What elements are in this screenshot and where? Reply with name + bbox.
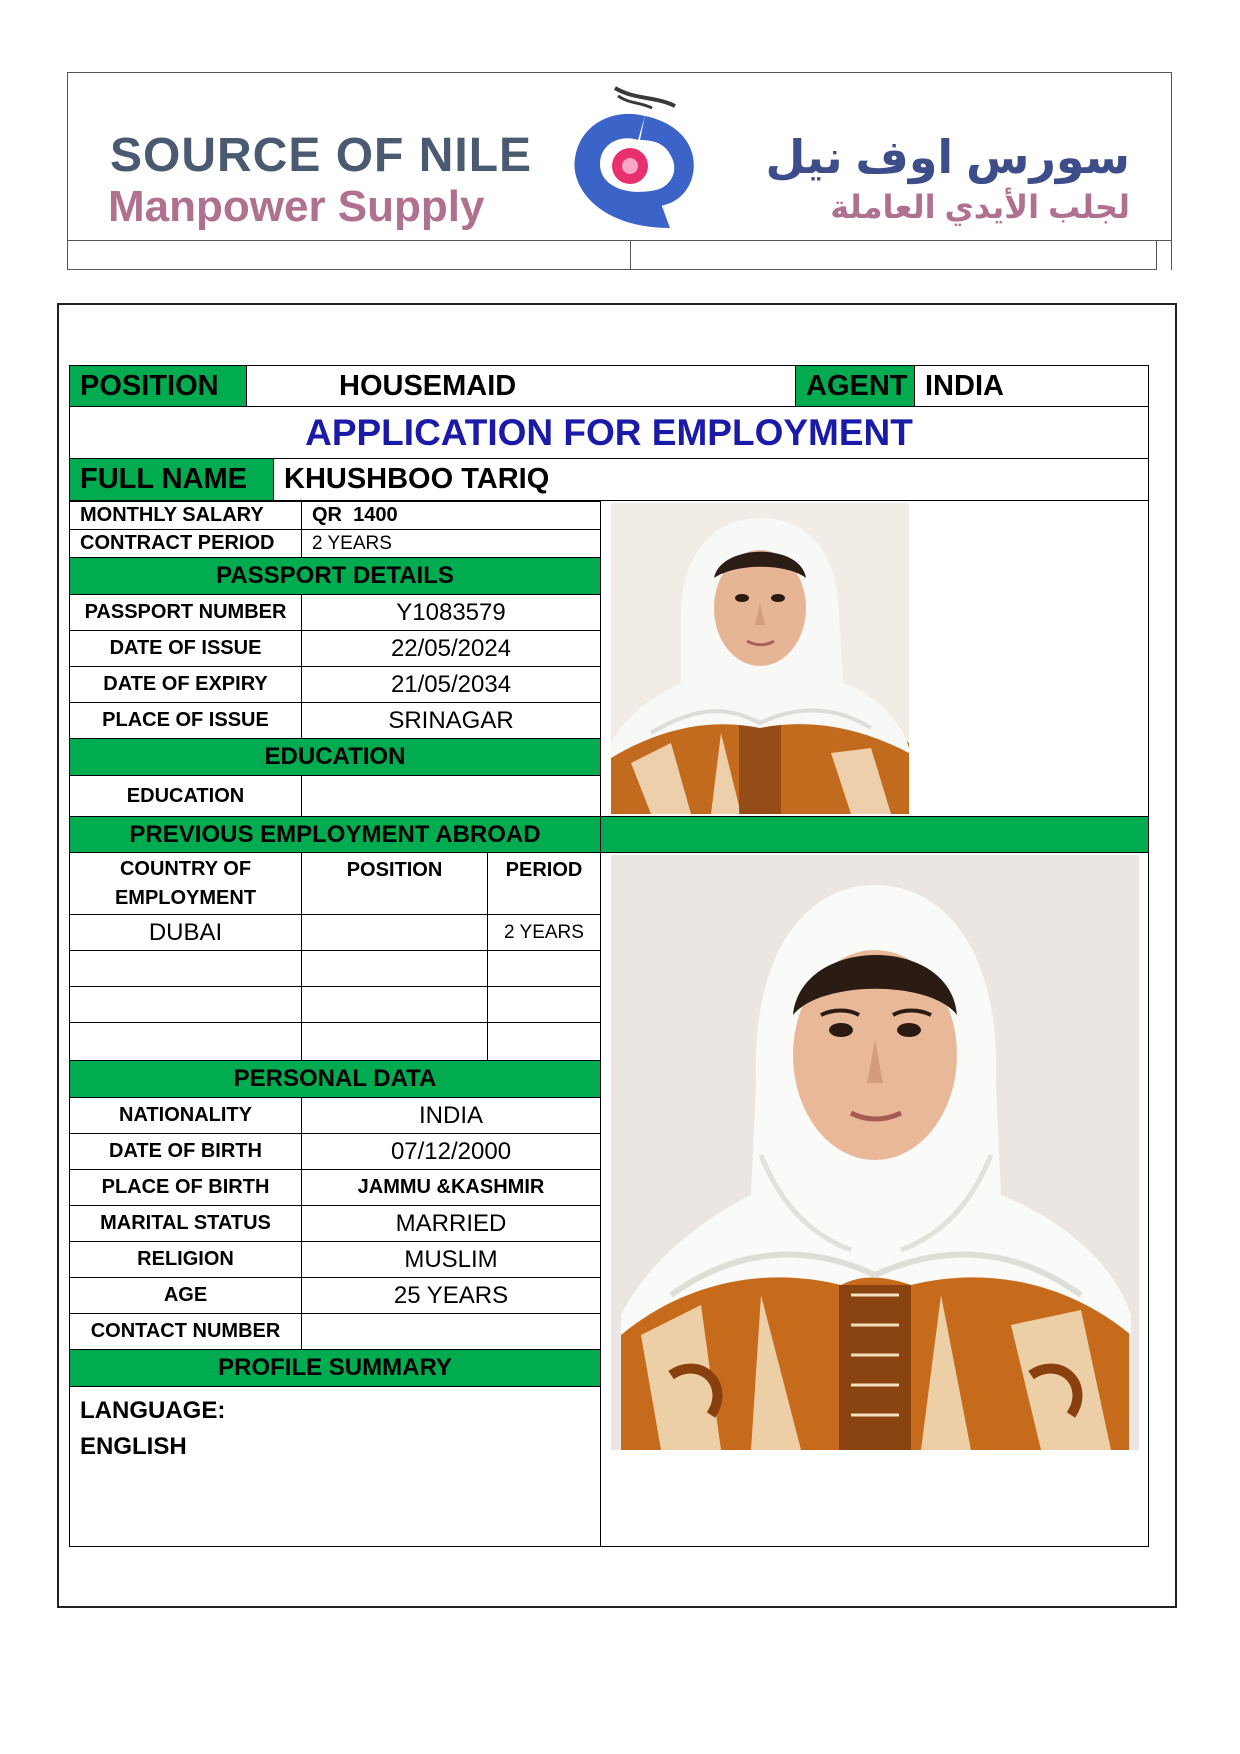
monthly-salary-value: QR 1400	[301, 501, 601, 530]
employment-col-country	[69, 852, 302, 915]
contact-number-label: CONTACT NUMBER	[69, 1313, 302, 1350]
employment-col-country-line1: COUNTRY OF	[119, 857, 252, 880]
language-value: ENGLISH	[80, 1433, 187, 1460]
full-name-label: FULL NAME	[69, 458, 274, 501]
letterhead-strip-divider	[630, 240, 631, 270]
marital-status-label: MARITAL STATUS	[69, 1205, 302, 1242]
education-value	[301, 775, 601, 817]
agent-value: INDIA	[914, 365, 1149, 407]
date-of-expiry-value: 21/05/2034	[301, 666, 601, 703]
employment-row-empty	[69, 986, 302, 1023]
nationality-label: NATIONALITY	[69, 1097, 302, 1134]
profile-summary-heading: PROFILE SUMMARY	[69, 1349, 601, 1387]
place-of-birth-label: PLACE OF BIRTH	[69, 1169, 302, 1206]
date-of-issue-label: DATE OF ISSUE	[69, 630, 302, 667]
full-photo	[611, 855, 1139, 1450]
personal-data-heading: PERSONAL DATA	[69, 1060, 601, 1098]
employment-col-position: POSITION	[301, 852, 488, 915]
employment-row-empty	[301, 1022, 488, 1061]
logo-text-arabic-line1: سورس اوف نيل	[765, 131, 1130, 183]
date-of-issue-value: 22/05/2024	[301, 630, 601, 667]
passport-details-heading: PASSPORT DETAILS	[69, 557, 601, 595]
company-logo-icon	[560, 78, 720, 238]
employment-row-empty	[301, 986, 488, 1023]
age-label: AGE	[69, 1277, 302, 1314]
employment-col-country-line2: EMPLOYMENT	[114, 886, 257, 909]
date-of-birth-label: DATE OF BIRTH	[69, 1133, 302, 1170]
previous-employment-heading: PREVIOUS EMPLOYMENT ABROAD	[69, 816, 601, 853]
contract-period-label: CONTRACT PERIOD	[69, 529, 302, 558]
employment-row-empty	[69, 950, 302, 987]
photo-panel-green-bar	[600, 816, 1149, 853]
age-value: 25 YEARS	[301, 1277, 601, 1314]
contact-number-value	[301, 1313, 601, 1350]
employment-row-empty	[487, 986, 601, 1023]
employment-row-empty	[487, 1022, 601, 1061]
contract-period-value: 2 YEARS	[301, 529, 601, 558]
logo-text-english-line2: Manpower Supply	[108, 182, 485, 231]
employment-row-empty	[487, 950, 601, 987]
place-of-birth-value: JAMMU &KASHMIR	[301, 1169, 601, 1206]
logo-text-english-line1: SOURCE OF NILE	[110, 129, 533, 182]
religion-label: RELIGION	[69, 1241, 302, 1278]
full-name-value: KHUSHBOO TARIQ	[273, 458, 1149, 501]
position-label: POSITION	[69, 365, 247, 407]
page-title: APPLICATION FOR EMPLOYMENT	[69, 406, 1149, 459]
religion-value: MUSLIM	[301, 1241, 601, 1278]
place-of-issue-value: SRINAGAR	[301, 702, 601, 739]
education-label: EDUCATION	[69, 775, 302, 817]
logo-text-arabic-line2: لجلب الأيدي العاملة	[830, 189, 1130, 225]
employment-row-period: 2 YEARS	[487, 914, 601, 951]
passport-number-label: PASSPORT NUMBER	[69, 594, 302, 631]
letterhead-strip	[67, 240, 1157, 270]
marital-status-value: MARRIED	[301, 1205, 601, 1242]
employment-row-empty	[69, 1022, 302, 1061]
agent-label: AGENT	[795, 365, 915, 407]
passport-photo	[611, 503, 909, 814]
education-heading: EDUCATION	[69, 738, 601, 776]
position-value: HOUSEMAID	[246, 365, 796, 407]
employment-row-position	[301, 914, 488, 951]
employment-row-empty	[301, 950, 488, 987]
date-of-birth-value: 07/12/2000	[301, 1133, 601, 1170]
employment-col-period: PERIOD	[487, 852, 601, 915]
language-label: LANGUAGE:	[80, 1397, 226, 1424]
place-of-issue-label: PLACE OF ISSUE	[69, 702, 302, 739]
employment-row-country: DUBAI	[69, 914, 302, 951]
passport-number-value: Y1083579	[301, 594, 601, 631]
date-of-expiry-label: DATE OF EXPIRY	[69, 666, 302, 703]
monthly-salary-label: MONTHLY SALARY	[69, 501, 302, 530]
profile-summary-box	[69, 1386, 601, 1547]
nationality-value: INDIA	[301, 1097, 601, 1134]
